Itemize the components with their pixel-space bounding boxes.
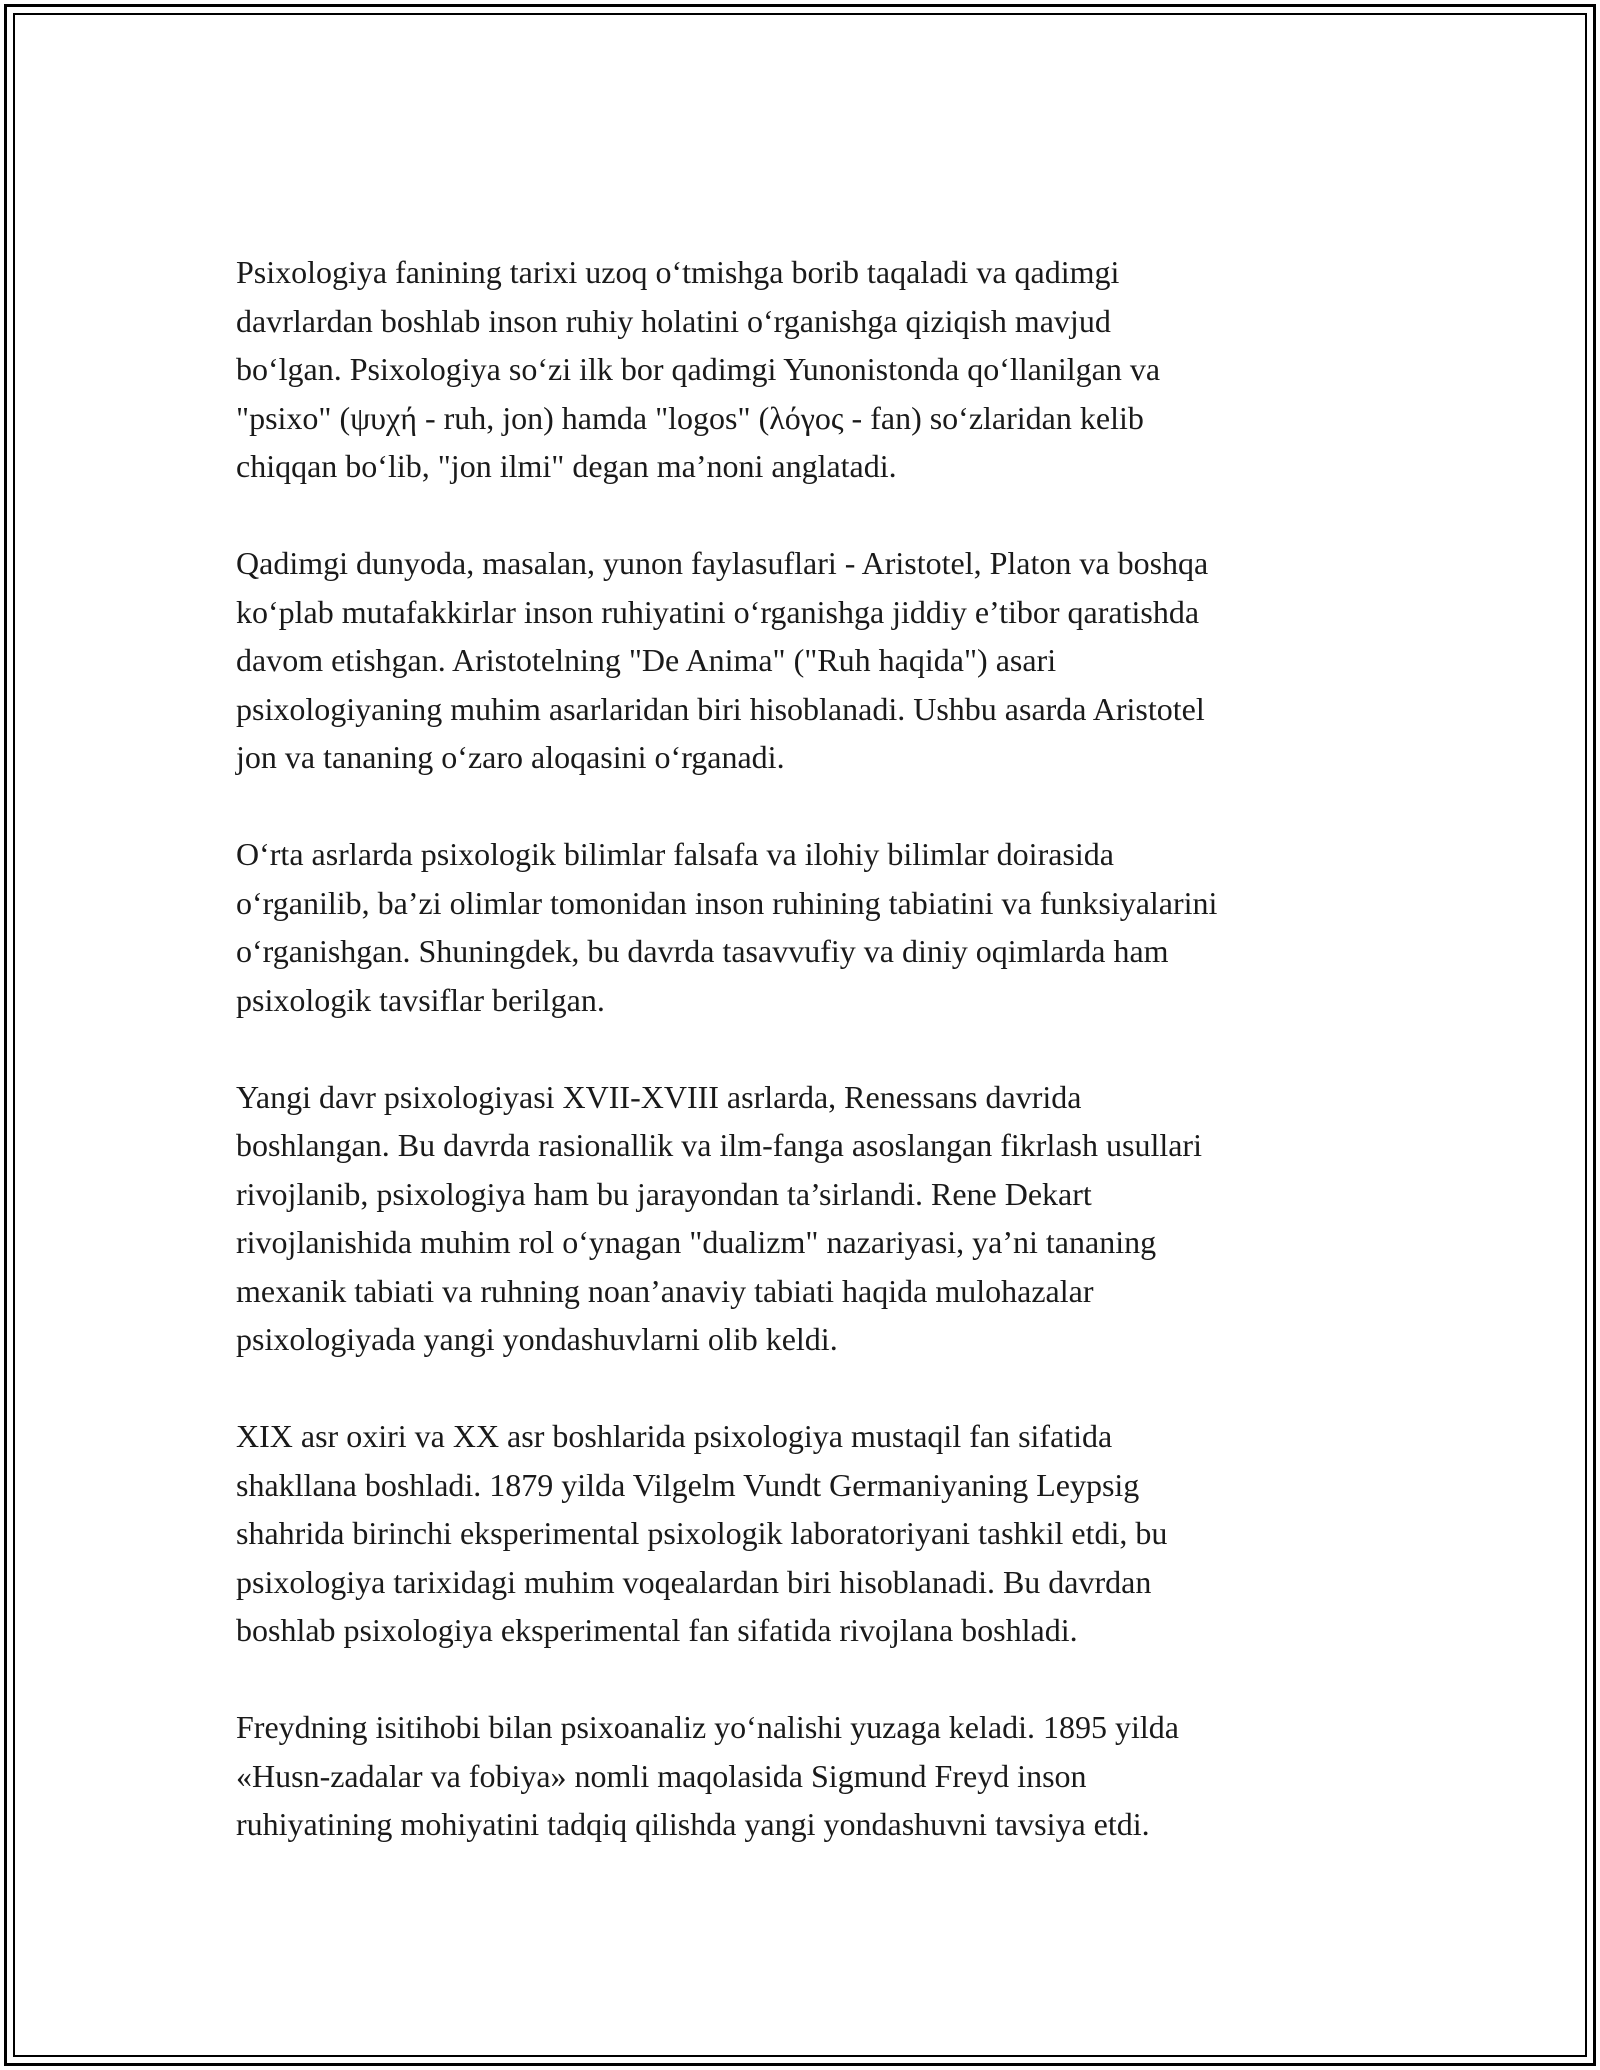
paragraph-19th-20th-century xyxy=(236,1412,1396,1655)
text-line: psixologiya tarixidagi muhim voqealardan biri hisoblanadi. Bu davrdan xyxy=(236,1563,1152,1600)
text-line: boshlangan. Bu davrda rasionallik va ilm-fanga asoslangan fikrlash usullari xyxy=(236,1127,1202,1163)
text-line: ko‘plab mutafakkirlar inson ruhiyatini o‘rganishga jiddiy e’tibor qaratishda xyxy=(236,593,1200,630)
text-line: bo‘lgan. Psixologiya so‘zi ilk bor qadimgi Yunonistonda qo‘llanilgan va xyxy=(236,351,1161,387)
text-line: shakllana boshladi. 1879 yilda Vilgelm Vundt Germaniyaning Leypsig xyxy=(236,1466,1140,1503)
paragraph-new-era xyxy=(236,1073,1396,1364)
text-line: Qadimgi dunyoda, masalan, yunon faylasuflari - Aristotel, Platon va boshqa xyxy=(236,545,1209,581)
text-line: boshlab psixologiya eksperimental fan sifatida rivojlana boshladi. xyxy=(236,1612,1078,1648)
text-line: o‘rganilib, ba’zi olimlar tomonidan inson ruhining tabiatini va funksiyalarini xyxy=(236,884,1218,921)
document-body xyxy=(236,248,1396,1849)
text-line: ruhiyatining mohiyatini tadqiq qilishda yangi yondashuvni tavsiya etdi. xyxy=(236,1806,1150,1842)
text-line: psixologiyaning muhim asarlaridan biri hisoblanadi. Ushbu asarda Aristotel xyxy=(236,690,1205,727)
text-line: davom etishgan. Aristotelning "De Anima" ("Ruh haqida") asari xyxy=(236,642,1057,678)
paragraph-ancient-world xyxy=(236,539,1396,782)
text-line: davrlardan boshlab inson ruhiy holatini o‘rganishga qiziqish mavjud xyxy=(236,302,1111,339)
paragraph-psychoanalysis xyxy=(236,1703,1396,1849)
text-line: Yangi davr psixologiyasi XVII-XVIII asrlarda, Renessans davrida xyxy=(236,1078,1082,1115)
text-line: «Husn-zadalar va fobiya» nomli maqolasida Sigmund Freyd inson xyxy=(236,1757,1087,1794)
text-line: jon va tananing o‘zaro aloqasini o‘rganadi. xyxy=(236,739,785,775)
text-line: o‘rganishgan. Shuningdek, bu davrda tasavvufiy va diniy oqimlarda ham xyxy=(236,933,1169,969)
text-line: Psixologiya fanining tarixi uzoq o‘tmishga borib taqaladi va qadimgi xyxy=(236,254,1120,290)
text-line: rivojlanishida muhim rol o‘ynagan "dualizm" nazariyasi, ya’ni tananing xyxy=(236,1224,1157,1260)
text-line: rivojlanib, psixologiya ham bu jarayondan ta’sirlandi. Rene Dekart xyxy=(236,1175,1092,1212)
text-line: mexanik tabiati va ruhning noan’anaviy tabiati haqida mulohazalar xyxy=(236,1272,1094,1309)
text-line: Freydning isitihobi bilan psixoanaliz yo‘nalishi yuzaga keladi. 1895 yilda xyxy=(236,1709,1179,1745)
text-line: "psixo" (ψυχή - ruh, jon) hamda "logos" (λόγος - fan) so‘zlaridan kelib xyxy=(236,399,1144,436)
text-line: chiqqan bo‘lib, "jon ilmi" degan ma’noni anglatadi. xyxy=(236,448,897,484)
text-line: psixologik tavsiflar berilgan. xyxy=(236,981,605,1018)
text-line: XIX asr oxiri va XX asr boshlarida psixologiya mustaqil fan sifatida xyxy=(236,1418,1113,1454)
text-line: shahrida birinchi eksperimental psixologik laboratoriyani tashkil etdi, bu xyxy=(236,1515,1168,1551)
text-line: psixologiyada yangi yondashuvlarni olib keldi. xyxy=(236,1321,838,1357)
text-line: O‘rta asrlarda psixologik bilimlar falsafa va ilohiy bilimlar doirasida xyxy=(236,836,1114,872)
paragraph-middle-ages xyxy=(236,830,1396,1024)
paragraph-history-origins xyxy=(236,248,1396,491)
